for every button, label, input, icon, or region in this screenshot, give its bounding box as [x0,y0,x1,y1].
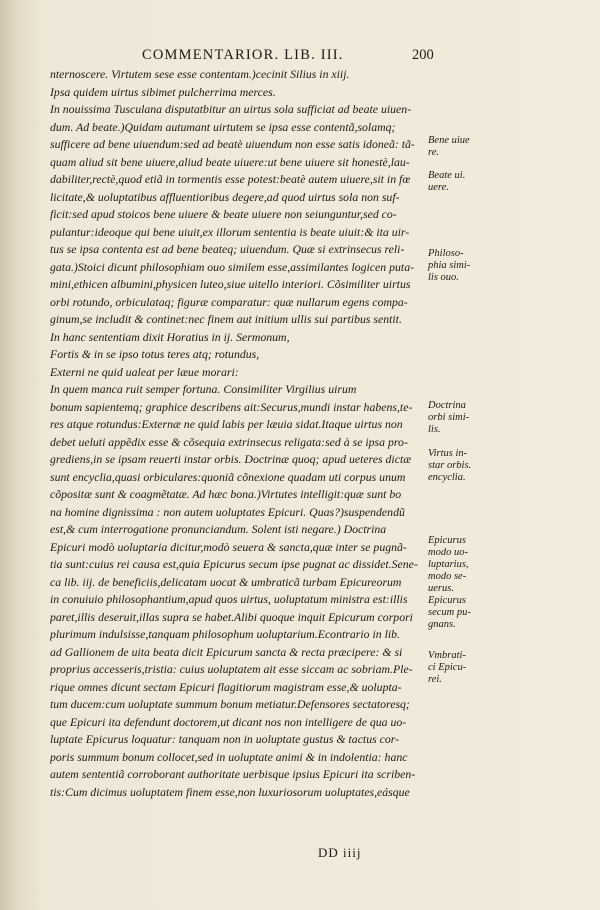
margin-note-beate-uiuere: Beate ui. uere. [428,170,466,193]
text-line: gata.)Stoici dicunt philosophiam ouo similem esse,assimilantes logicen puta- [50,259,415,274]
commentary-text [50,66,425,801]
text-line: dabiliter,rectè,quod etiã in tormentis esse potest:beatè autem uiuere,sit in fœ [50,172,411,186]
text-line: tia sunt:cuius rei causa est,quia Epicurus secum ipse pugnat ac dissidet.Sene- [50,557,418,571]
text-line: In quem manca ruit semper fortuna. Consimiliter Virgilius uirum [50,382,357,396]
text-line: nternoscere. Virtutem sese esse contentam.)cecinit Silius in xiij. [50,67,350,81]
text-line: in conuiuio philosophantium,apud quos uirtus, uoluptatum ministra est:illis [50,592,408,606]
text-line: Fortis & in se ipso totus teres atq; rotundus, [50,347,260,361]
text-line: Externi ne quid ualeat per læue morari: [50,364,239,379]
signature-mark: DD iiij [318,845,362,860]
margin-note-virtus: Virtus in- star orbis. encyclia. [428,448,472,483]
text-line: In hanc sententiam dixit Horatius in ij. Sermonum, [50,329,290,344]
text-line: Ipsa quidem uirtus sibimet pulcherrima merces. [50,84,276,99]
text-line: bonum sapientemq; graphice describens ait:Securus,mundi instar habens,te- [50,399,413,414]
text-line: sufficere ad bene uiuendum:sed ad beatè uiuendum non esse satis idoneã: tã- [50,137,415,151]
text-line: sunt encyclia,quasi orbiculares:quoniã cõnexione quadam uti corpus unum [50,469,406,484]
text-line: Epicuri modò uoluptaria dicitur,modò seuera & sancta,quæ inter se pugnã- [50,539,407,554]
text-line: mini,ethicen albumini,physicen luteo,siue uitello interiori. Cõsimiliter uirtus [50,277,411,291]
text-line: res atque rotundus:Externæ ne quid labis per læuia sidat.Itaque uirtus non [50,417,403,431]
text-line: In nouissima Tusculana disputatbitur an uirtus sola sufficiat ad beate uiuen- [50,102,412,116]
text-line: autem sententiã corroborant authoritate uerbisque ipsius Epicuri ita scriben- [50,767,416,781]
text-line: quam aliud sit bene uiuere,aliud beate uiuere:ut bene uiuere sit honestè,lau- [50,154,410,169]
text-line: est,& cum interrogatione pronunciandum. Solent isti negare.) Doctrina [50,522,387,536]
text-line: dum. Ad beate.)Quidam autumant uirtutem se ipsa esse contentã,solamq; [50,119,396,134]
text-line: na homine dignissima : non autem uoluptates Epicuri. Quas?)suspendendũ [50,504,405,519]
text-line: que Epicuri ita defendunt doctorem,ut dicant nos non intelligere de qua uo- [50,714,407,729]
text-line: ca lib. iij. de beneficiis,delicatam uocat & umbraticã turbam Epicureorum [50,574,402,589]
margin-note-philosophia: Philoso- phia simi- lis ouo. [428,248,471,283]
running-head: COMMENTARIOR. LIB. III. [142,47,344,63]
text-line: tus se ipsa contenta est ad bene beateq; uiuendum. Quæ si extrinsecus reli- [50,242,405,256]
margin-note-vmbratici: Vmbrati- ci Epicu- rei. [428,650,467,685]
text-line: debet ueluti appẽdix esse & cõsequia extrinsecus religata:sed à se ipsa pro- [50,434,408,449]
text-line: luptate Epicurus loquatur: tanquam non in uoluptate gustus & tactus cor- [50,732,400,746]
text-line: paret,illis deseruit,illas supra se habet.Alibi quoque inquit Epicurum corpori [50,609,413,624]
text-line: tum ducem:cum uoluptate summum bonum metiatur.Defensores sectatoresq; [50,697,410,711]
text-line: rique omnes dicunt sectam Epicuri flagitiorum magistram esse,& uolupta- [50,679,402,694]
text-line: ficit:sed apud stoicos bene uiuere & beate uiuere non seiunguntur,sed co- [50,207,397,221]
text-line: pulantur:ideoque qui bene uiuit,ex illorum sententia is beate uiuit:& ita uir- [50,224,410,239]
text-line: tis:Cum dicimus uoluptatem finem esse,non luxuriosorum uoluptates,eásque [50,784,410,799]
text-line: ginum,se includit & continet:nec finem aut initium ullis sui partibus sentit. [50,312,402,326]
margin-note-doctrina: Doctrina orbi simi- lis. [428,400,470,435]
margin-note-epicurus: Epicurus modo uo- luptarius, modo se- uerus. Epicurus secum pu- gnans. [428,535,471,630]
margin-note-bene-uiuere: Bene uiue re. [428,135,470,158]
text-line: poris summum bonum collocet,sed in uoluptate animi & in indolentia: hanc [50,749,408,764]
text-line: proprius accesseris,tristia: cuius uoluptatem ait esse siccam ac sobriam.Ple- [50,662,413,676]
page-number: 200 [412,47,434,63]
page-header [0,47,600,67]
text-line: grediens,in se ipsam reuerti instar orbis. Doctrinæ quoq; apud ueteres dictæ [50,452,412,466]
text-line: plurimum indulsisse,tanquam philosophum uoluptarium.Econtrario in lib. [50,627,400,641]
text-line: licitate,& uoluptatibus affluentioribus degere,ad quod uirtus sola non suf- [50,189,400,204]
text-line: cõpositæ sunt & coagmẽtatæ. Ad hæc bona.)Virtutes intelligit:quæ sunt bo [50,487,402,501]
text-line: ad Gallionem de uita beata dicit Epicurum sancta & recta præcipere: & si [50,644,403,659]
text-line: orbi rotundo, orbiculataq; figuræ comparatur: quæ nullarum egens compa- [50,294,408,309]
